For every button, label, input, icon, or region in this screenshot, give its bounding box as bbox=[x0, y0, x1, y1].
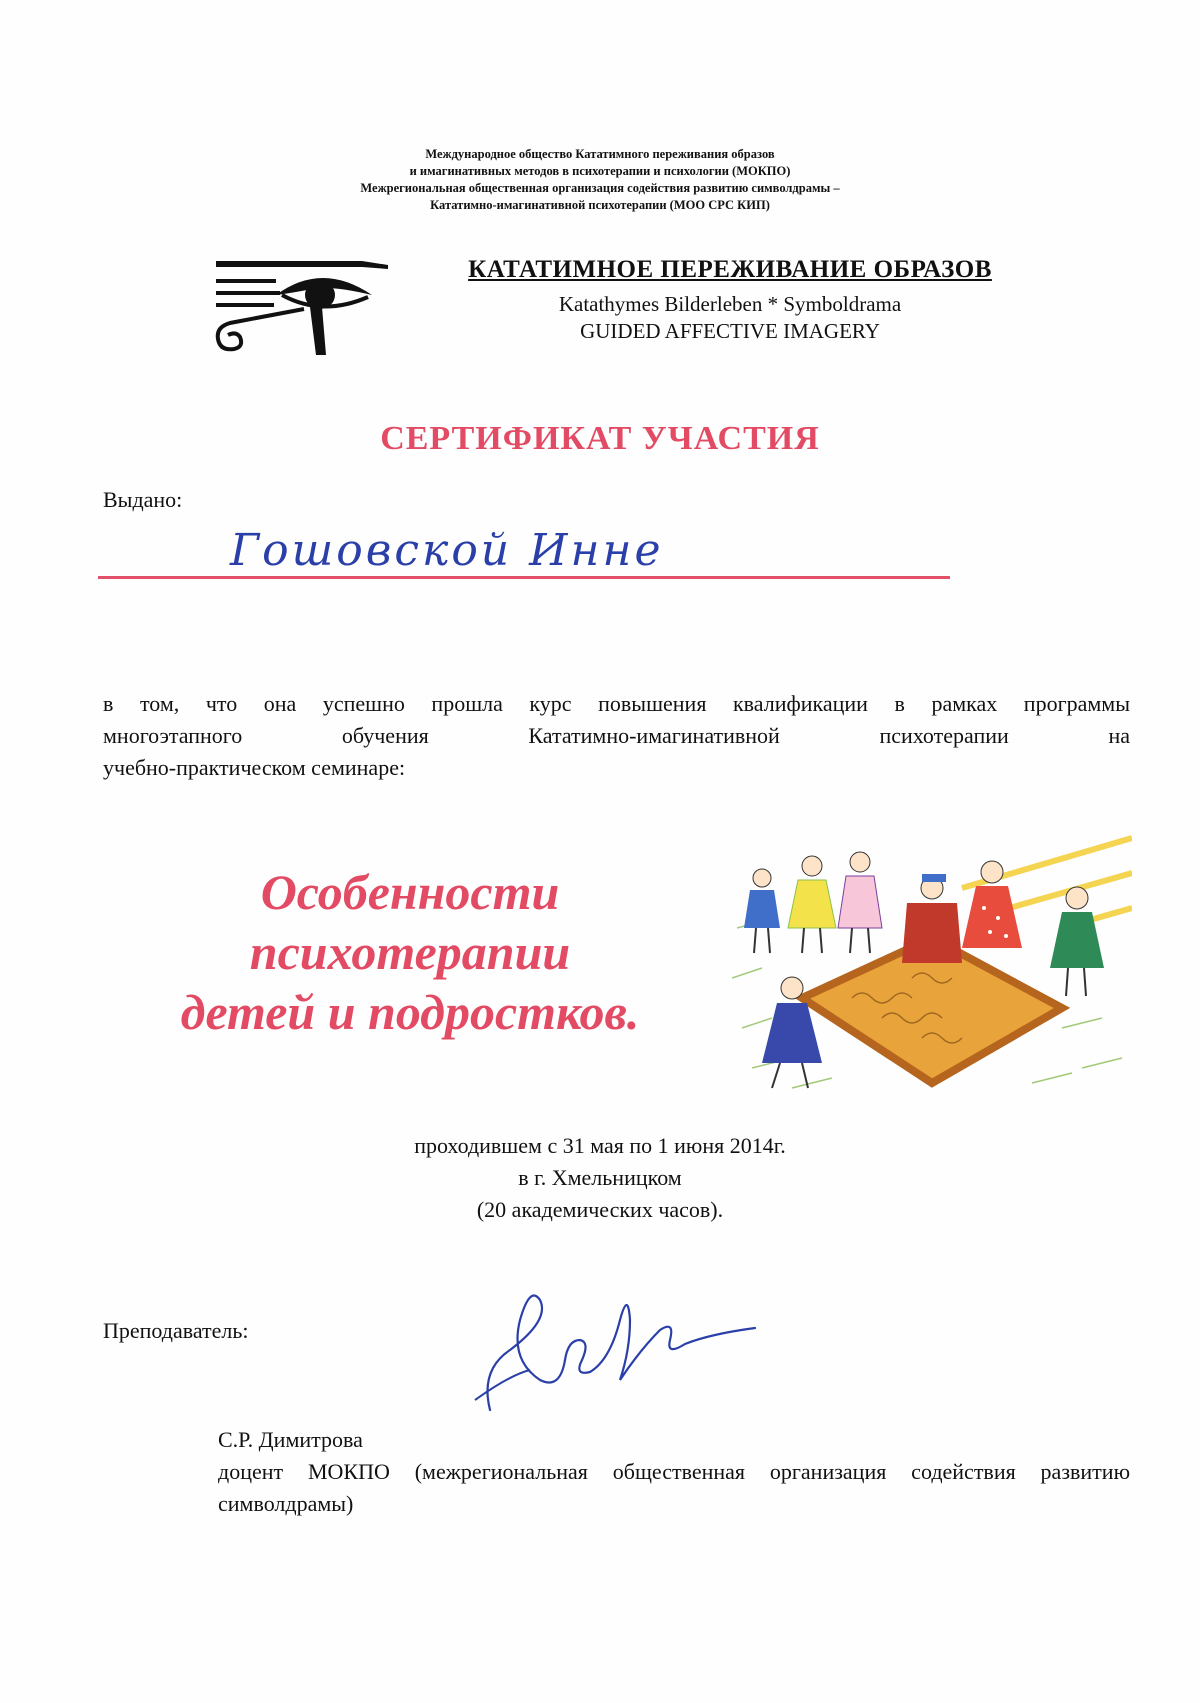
org-line-4: Кататимно-имагинативной психотерапии (МОО СРС КИП) bbox=[430, 198, 770, 212]
recipient-underline bbox=[98, 576, 950, 579]
seminar-dates: проходившем с 31 мая по 1 июня 2014г. bbox=[414, 1133, 786, 1158]
issued-label: Выдано: bbox=[103, 487, 183, 512]
body-line-1: в том, что она успешно прошла курс повышения квалификации в рамках программы bbox=[103, 691, 1130, 716]
brand-subtitle-english: GUIDED AFFECTIVE IMAGERY bbox=[580, 319, 880, 343]
brand-subtitle: Katathymes Bilderleben * Symboldrama bbox=[558, 292, 902, 316]
certificate-body bbox=[103, 688, 1130, 784]
children-sandbox-drawing bbox=[732, 828, 1132, 1098]
teacher-name: С.Р. Димитрова bbox=[218, 1427, 363, 1452]
seminar-details bbox=[0, 1130, 1200, 1226]
org-line-1: Международное общество Кататимного переживания образов bbox=[425, 147, 775, 161]
recipient-name: Гошовской Инне bbox=[230, 525, 664, 576]
organization-header bbox=[0, 146, 1200, 214]
teacher-signature bbox=[470, 1280, 760, 1420]
teacher-info bbox=[218, 1424, 1130, 1520]
seminar-title-line-1: Особенности bbox=[260, 864, 560, 920]
seminar-hours: (20 академических часов). bbox=[476, 1197, 724, 1222]
seminar-title bbox=[110, 862, 710, 1042]
brand-block bbox=[420, 256, 1040, 344]
seminar-title-line-3: детей и подростков. bbox=[180, 984, 640, 1040]
teacher-role: доцент МОКПО (межрегиональная общественная организация содействия развитию символдрамы) bbox=[218, 1459, 1130, 1516]
body-line-2: многоэтапного обучения Кататимно-имагинативной психотерапии на bbox=[103, 723, 1130, 748]
seminar-city: в г. Хмельницком bbox=[518, 1165, 682, 1190]
seminar-title-line-2: психотерапии bbox=[249, 924, 571, 980]
certificate-title: СЕРТИФИКАТ УЧАСТИЯ bbox=[380, 420, 820, 457]
org-line-2: и имагинативных методов в психотерапии и психологии (МОКПО) bbox=[409, 164, 791, 178]
brand-title: КАТАТИМНОЕ ПЕРЕЖИВАНИЕ ОБРАЗОВ bbox=[468, 256, 992, 283]
teacher-label: Преподаватель: bbox=[103, 1318, 249, 1343]
body-line-3: учебно-практическом семинаре: bbox=[103, 755, 406, 780]
eye-of-horus-icon bbox=[212, 255, 392, 365]
org-line-3: Межрегиональная общественная организация содействия развитию символдрамы – bbox=[360, 181, 840, 195]
